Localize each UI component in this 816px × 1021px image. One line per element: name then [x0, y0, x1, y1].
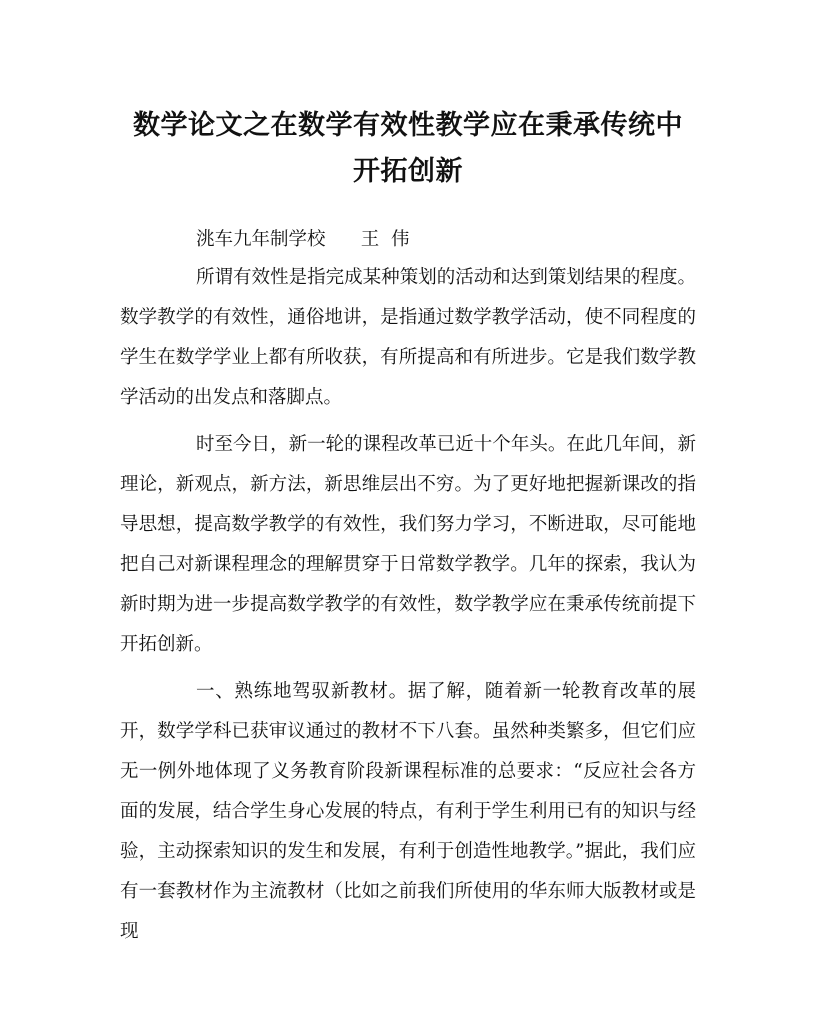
document-body: [120, 258, 696, 959]
author-line: 洮车九年制学校 王 伟: [196, 229, 410, 250]
paragraph: 时至今日，新一轮的课程改革已近十个年头。在此几年间，新理论，新观点，新方法，新思维层出不穷。为了更好地把握新课改的指导思想，提高数学教学的有效性，我们努力学习，不断进取，尽可能地把自己对新课程理念的理解贯穿于日常数学教学。几年的探索，我认为新时期为进一步提高数学教学的有效性，数学教学应在秉承传统前提下开拓创新。: [120, 434, 696, 655]
document-title: 数学论文之在数学有效性教学应在秉承传统中开拓创新: [133, 110, 683, 187]
paragraph: 所谓有效性是指完成某种策划的活动和达到策划结果的程度。数学教学的有效性，通俗地讲，是指通过数学教学活动，使不同程度的学生在数学学业上都有所收获，有所提高和有所进步。它是我们数学教学活动的出发点和落脚点。: [120, 267, 696, 408]
paragraph: 一、熟练地驾驭新教材。据了解，随着新一轮教育改革的展开，数学学科已获审议通过的教材不下八套。虽然种类繁多，但它们应无一例外地体现了义务教育阶段新课程标准的总要求：“反应社会各方面的发展，结合学生身心发展的特点，有利于学生利用已有的知识与经验，主动探索知识的发生和发展，有利于创造性地教学。”据此，我们应有一套教材作为主流教材（比如之前我们所使用的华东师大版教材或是现: [120, 681, 696, 942]
